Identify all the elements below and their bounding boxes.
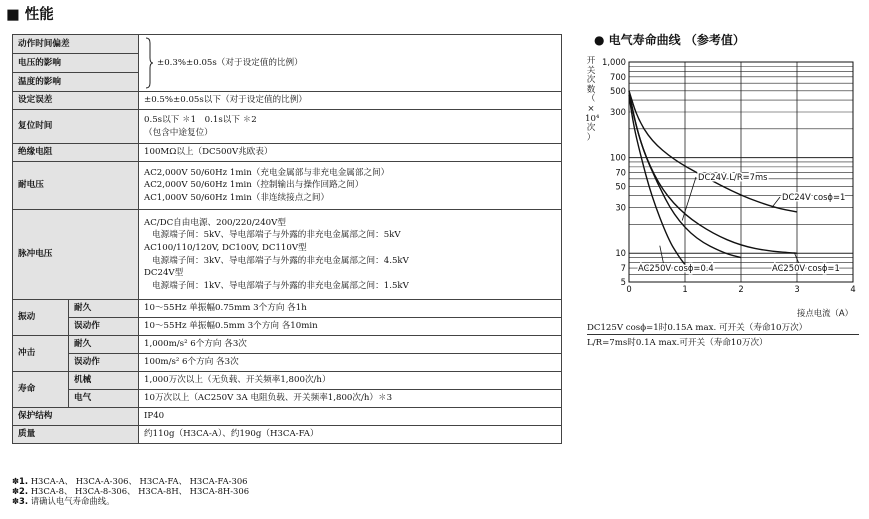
y-tick-label: 5	[620, 277, 626, 287]
y-tick-label: 700	[610, 71, 626, 82]
value-impulse-voltage	[139, 210, 562, 300]
ylabel-char: ）	[586, 132, 596, 143]
impulse-line3: AC100/110/120V, DC100V, DC110V型	[144, 242, 307, 253]
label-reset-time: 复位时间	[13, 110, 139, 144]
ylabel-char: 次	[586, 75, 596, 86]
value-shock-malfunction: 100m/s² 6个方向 各3次	[139, 354, 562, 372]
chart-title: ● 电气寿命曲线 （参考值）	[594, 33, 745, 47]
y-tick-label: 10	[615, 248, 626, 259]
x-tick-label: 3	[794, 284, 800, 294]
y-tick-label: 1,000	[602, 57, 626, 67]
spec-table	[12, 34, 562, 444]
value-reset-time	[139, 110, 562, 144]
label-shock: 冲击	[13, 336, 69, 372]
x-axis-label: 接点电流（A）	[797, 308, 853, 318]
y-tick-label: 50	[615, 181, 626, 192]
y-tick-label: 30	[615, 202, 626, 213]
action-time-value: ±0.3%±0.05s（对于设定值的比例）	[157, 57, 303, 68]
footnote-3-mark: ✽3.	[12, 496, 29, 506]
chart-note-1: DC125V cosϕ=1时0.15A max. 可开关（寿命10万次）	[587, 323, 808, 333]
impulse-line1: AC/DC自由电源、200/220/240V型	[144, 217, 286, 228]
brace-icon	[144, 37, 154, 89]
ylabel-char: 数	[586, 84, 596, 95]
chart-note-2: L/R=7ms时0.1A max.可开关（寿命10万次）	[587, 334, 859, 348]
footnotes	[12, 476, 249, 506]
curve-label: DC24V cosϕ=1	[782, 192, 846, 202]
reset-time-line1: 0.5s以下 ✽1 0.1s以下 ✽2	[144, 114, 257, 125]
label-temperature-effect: 温度的影响	[13, 73, 139, 92]
withstand-line2: AC2,000V 50/60Hz 1min（控制输出与操作回路之间）	[144, 180, 364, 191]
y-tick-label: 300	[610, 106, 626, 117]
label-leader	[772, 197, 780, 208]
footnote-3-text: 请确认电气寿命曲线。	[30, 496, 115, 506]
label-action-time: 动作时间偏差	[13, 35, 139, 54]
value-insulation: 100MΩ以上（DC500V兆欧表）	[139, 144, 562, 162]
x-tick-label: 1	[682, 284, 688, 294]
sublabel-life-electrical: 电气	[69, 390, 139, 408]
value-action-time	[139, 35, 562, 92]
value-vibration-malfunction: 10～55Hz 单振幅0.5mm 3个方向 各10min	[139, 318, 562, 336]
impulse-line2: 电源端子间：5kV、导电部端子与外露的非充电金属部之间：5kV	[152, 230, 401, 241]
label-protection: 保护结构	[13, 408, 139, 426]
label-life: 寿命	[13, 372, 69, 408]
value-vibration-durability: 10～55Hz 单振幅0.75mm 3个方向 各1h	[139, 300, 562, 318]
sublabel-life-mechanical: 机械	[69, 372, 139, 390]
ylabel-char: ×	[587, 103, 595, 114]
label-mass: 质量	[13, 426, 139, 444]
value-life-mechanical: 1,000万次以上（无负载、开关频率1,800次/h）	[139, 372, 562, 390]
reset-time-line2: （包含中途复位）	[144, 127, 213, 138]
label-insulation: 绝缘电阻	[13, 144, 139, 162]
footnote-1-text: H3CA-A、 H3CA-A-306、 H3CA-FA、 H3CA-FA-306	[30, 476, 248, 486]
impulse-line6: 电源端子间：1kV、导电部端子与外露的非充电金属部之间：1.5kV	[152, 280, 409, 291]
sublabel-vibration-malfunction: 误动作	[69, 318, 139, 336]
series-line	[629, 91, 797, 212]
footnote-2	[12, 486, 249, 496]
y-tick-label: 500	[610, 85, 626, 96]
label-withstand-voltage: 耐电压	[13, 162, 139, 210]
curve-label: AC250V cosϕ=1	[772, 263, 840, 273]
footnote-2-text: H3CA-8、 H3CA-8-306、 H3CA-8H、 H3CA-8H-306	[30, 486, 250, 496]
ylabel-char: 次	[586, 123, 596, 134]
impulse-line4: 电源端子间：3kV、导电部端子与外露的非充电金属部之间：4.5kV	[152, 255, 409, 266]
ylabel-char: 关	[586, 65, 596, 76]
footnote-2-mark: ✽2.	[12, 486, 29, 496]
y-tick-label: 70	[615, 167, 626, 178]
sublabel-vibration-durability: 耐久	[69, 300, 139, 318]
electrical-life-chart	[580, 50, 869, 318]
y-tick-label: 100	[610, 152, 626, 163]
label-leader	[682, 177, 696, 220]
curve-label: AC250V cosϕ=0.4	[638, 263, 714, 273]
impulse-line5: DC24V型	[144, 268, 184, 279]
ylabel-char: 开	[586, 56, 596, 66]
ylabel-char: （	[586, 94, 596, 105]
withstand-line1: AC2,000V 50/60Hz 1min（充电金属部与非充电金属部之间）	[144, 167, 390, 178]
withstand-line3: AC1,000V 50/60Hz 1min（非连续接点之间）	[144, 192, 330, 203]
footnote-3	[12, 496, 249, 506]
page-title: ■ 性能	[6, 7, 54, 23]
label-vibration: 振动	[13, 300, 69, 336]
x-tick-label: 0	[626, 284, 632, 294]
sublabel-shock-durability: 耐久	[69, 336, 139, 354]
y-tick-label: 7	[620, 263, 626, 274]
label-impulse-voltage: 脉冲电压	[13, 210, 139, 300]
sublabel-shock-malfunction: 误动作	[69, 354, 139, 372]
curve-label: DC24V L/R=7ms	[698, 172, 768, 182]
value-setting-error: ±0.5%±0.05s以下（对于设定值的比例）	[139, 92, 562, 110]
label-voltage-effect: 电压的影响	[13, 54, 139, 73]
value-withstand-voltage	[139, 162, 562, 210]
footnote-1-mark: ✽1.	[12, 476, 29, 486]
value-shock-durability: 1,000m/s² 6个方向 各3次	[139, 336, 562, 354]
x-tick-label: 4	[850, 284, 856, 294]
footnote-1	[12, 476, 249, 486]
ylabel-char: 10⁴	[585, 113, 600, 124]
value-protection: IP40	[139, 408, 562, 426]
value-life-electrical: 10万次以上（AC250V 3A 电阻负载、开关频率1,800次/h）✽3	[139, 390, 562, 408]
value-mass: 约110g（H3CA-A）、约190g（H3CA-FA）	[139, 426, 562, 444]
x-tick-label: 2	[738, 284, 744, 294]
label-setting-error: 设定误差	[13, 92, 139, 110]
